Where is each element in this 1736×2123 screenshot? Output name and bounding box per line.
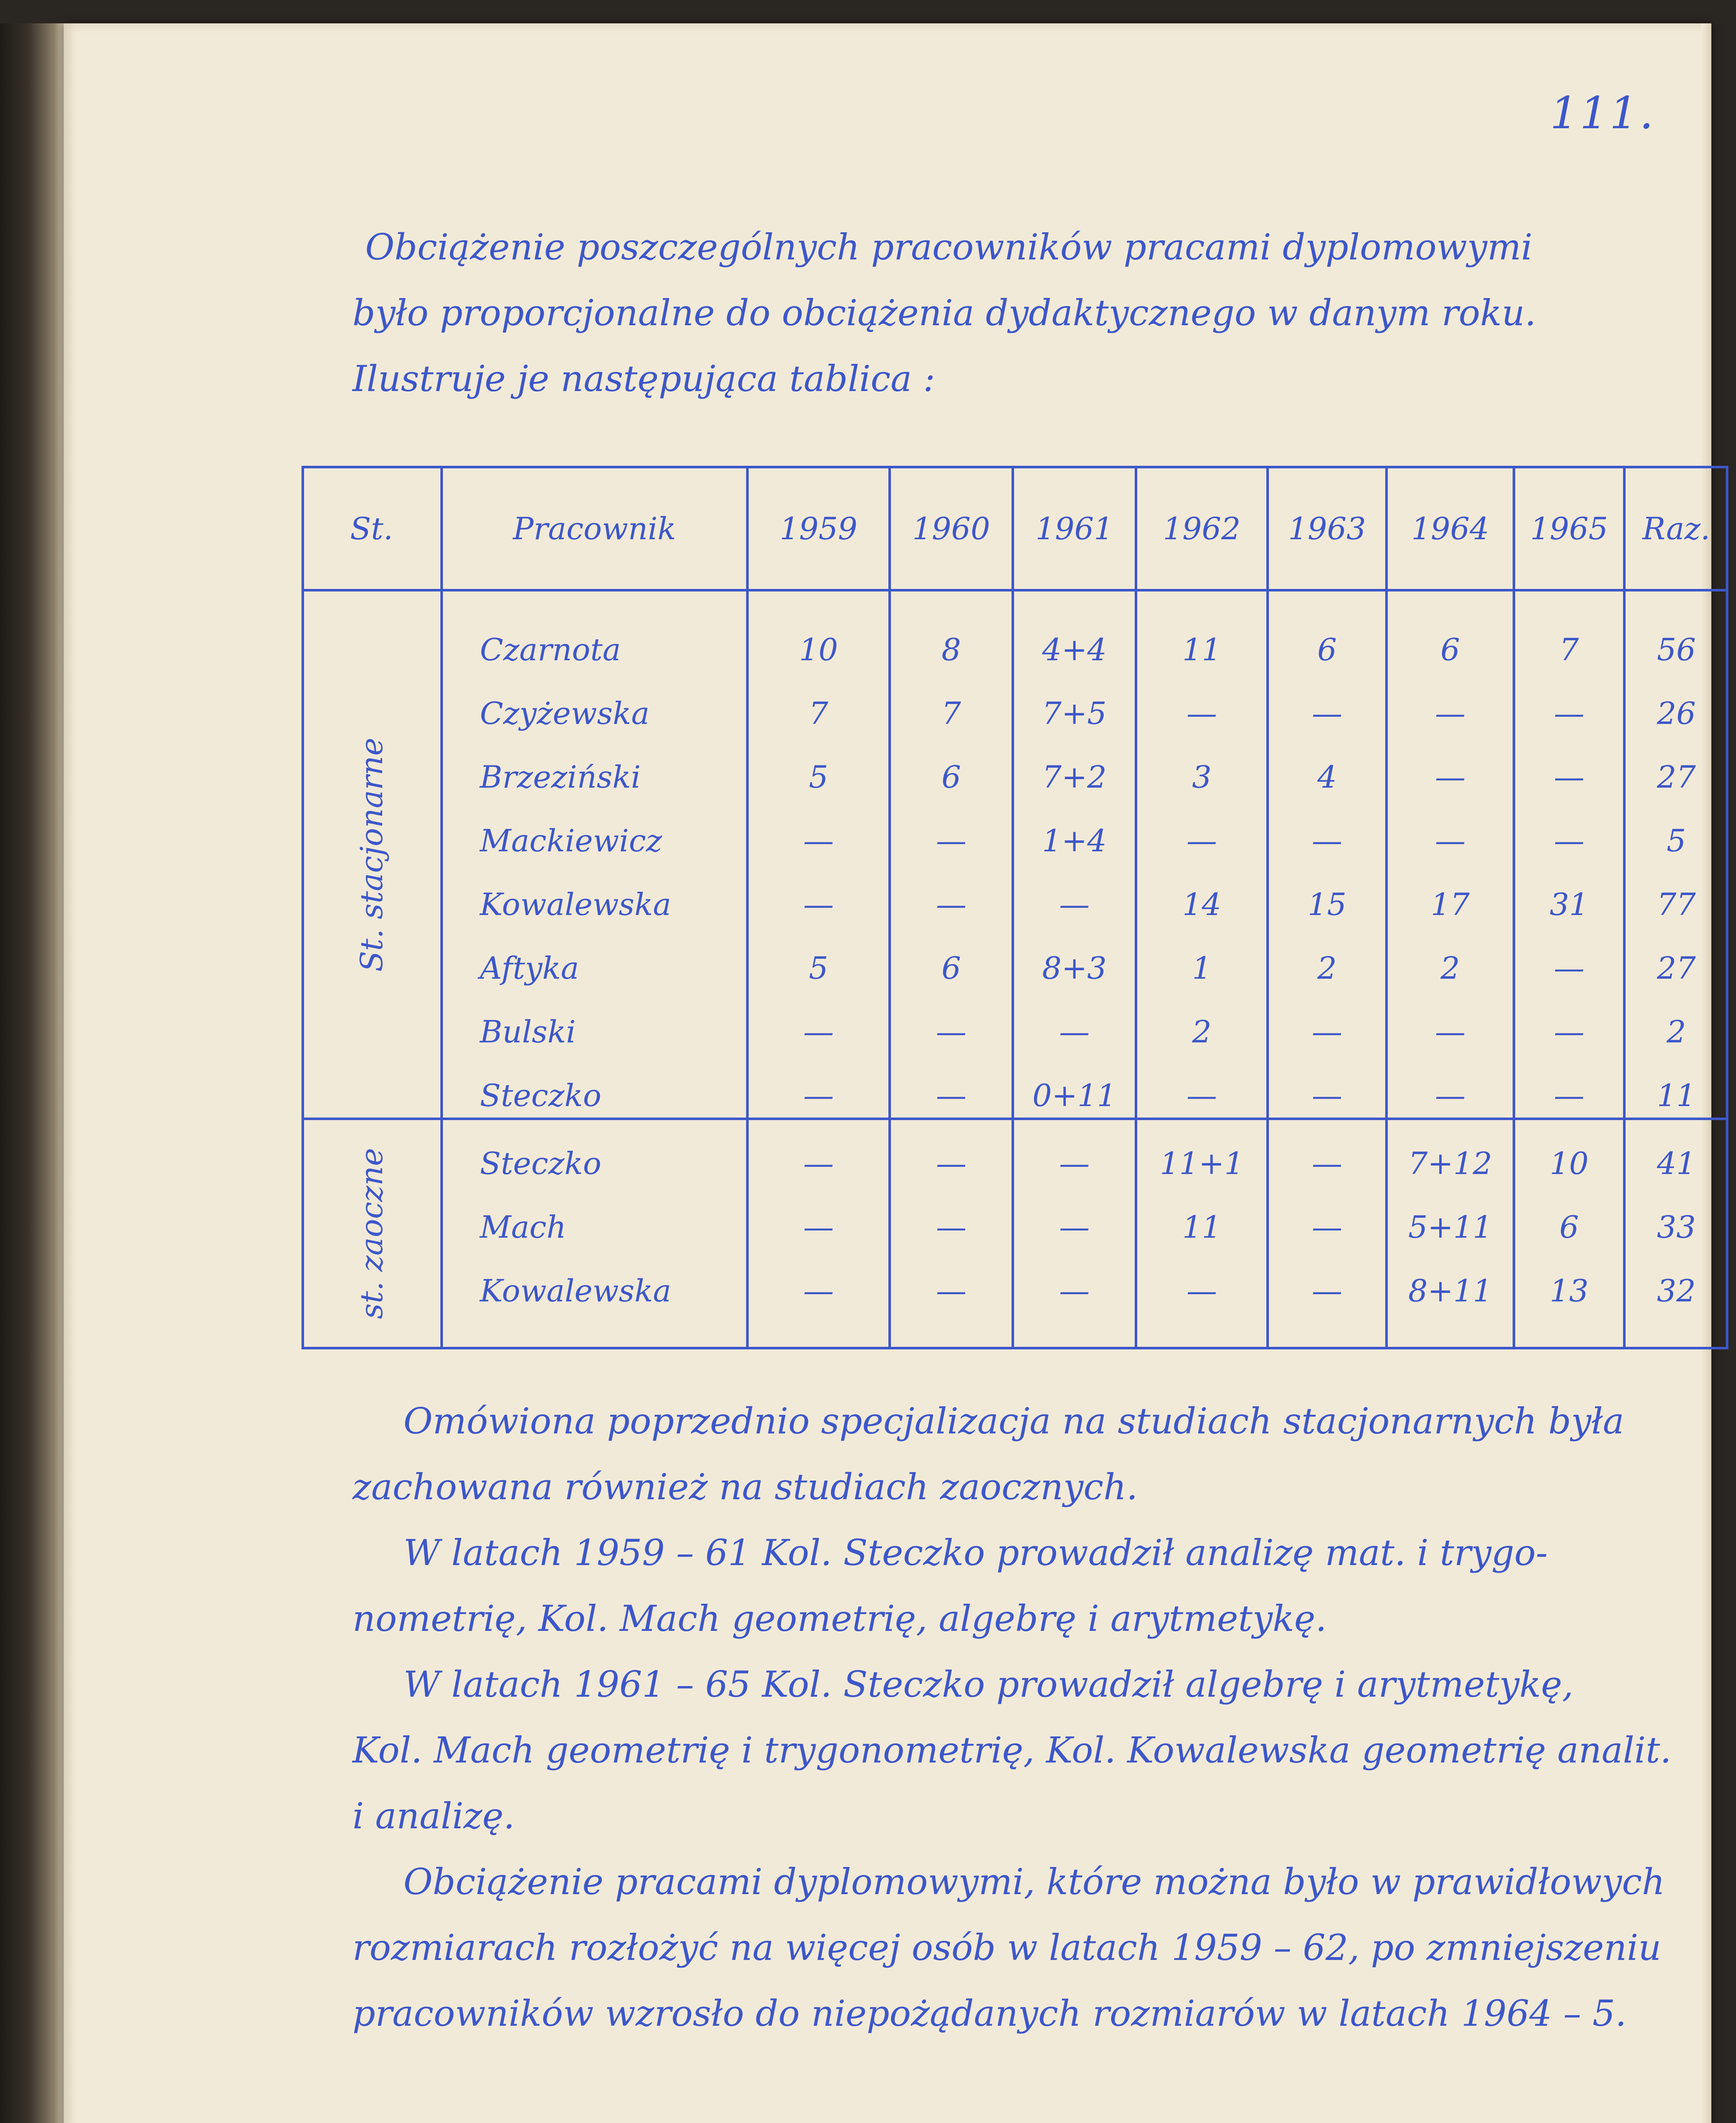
year-value-cell: — (1186, 695, 1217, 731)
year-value-cell: — (803, 823, 834, 859)
year-value-cell: — (936, 1014, 967, 1050)
year-value-cell: 4 (1317, 759, 1337, 795)
year-value-cell: 2 (1440, 950, 1460, 986)
table-header-cell: 1964 (1411, 511, 1489, 546)
table-header-cell: Raz. (1642, 511, 1711, 546)
year-value-cell: — (1186, 1273, 1217, 1309)
employee-name-cell: Mach (480, 1209, 566, 1245)
year-value-cell: 6 (941, 759, 961, 795)
year-value-cell: — (936, 1209, 967, 1245)
year-value-cell: 7 (809, 695, 829, 731)
year-value-cell: 8 (941, 632, 961, 667)
body-line: Kol. Mach geometrię i trygonometrię, Kol. Kowalewska geometrię analit. (352, 1729, 1671, 1771)
body-line: W latach 1959 – 61 Kol. Steczko prowadził analizę mat. i trygo- (403, 1532, 1548, 1574)
year-value-cell: — (1554, 1014, 1584, 1050)
year-value-cell: 6 (1317, 632, 1337, 667)
year-value-cell: 8+3 (1042, 950, 1107, 986)
year-value-cell: — (1186, 1078, 1217, 1113)
employee-name-cell: Aftyka (480, 950, 579, 986)
year-value-cell: — (1312, 1014, 1342, 1050)
table-header-cell: Pracownik (513, 511, 676, 546)
year-value-cell: — (803, 1146, 834, 1181)
body-line: zachowana również na studiach zaocznych. (352, 1466, 1138, 1508)
year-value-cell: — (1435, 1078, 1465, 1113)
body-text (352, 1388, 1728, 2047)
year-value-cell: 7 (1559, 632, 1579, 667)
year-value-cell: 31 (1550, 887, 1589, 922)
year-value-cell: 6 (1440, 632, 1460, 667)
year-value-cell: — (936, 1146, 967, 1181)
year-value-cell: 7 (941, 695, 961, 731)
year-value-cell: 10 (799, 632, 838, 667)
total-cell: 32 (1657, 1273, 1696, 1309)
table-header-cell: 1963 (1288, 511, 1366, 546)
year-value-cell: 6 (1559, 1209, 1579, 1245)
employee-name-cell: Brzeziński (480, 759, 641, 795)
year-value-cell: — (1312, 1078, 1342, 1113)
total-cell: 2 (1666, 1014, 1686, 1050)
body-paragraph (352, 1849, 1728, 2047)
year-value-cell: — (1059, 1014, 1090, 1050)
year-value-cell: 7+5 (1042, 695, 1107, 731)
year-value-cell: — (1312, 1209, 1342, 1245)
year-value-cell: — (1312, 695, 1342, 731)
employee-name-cell: Czarnota (480, 632, 621, 667)
book-binding (0, 23, 64, 2123)
year-value-cell: 0+11 (1032, 1078, 1116, 1113)
body-line: i analizę. (352, 1795, 515, 1837)
employee-name-cell: Kowalewska (480, 1273, 671, 1309)
employee-name-cell: Kowalewska (480, 887, 671, 922)
body-paragraph (352, 1520, 1728, 1652)
year-value-cell: — (1059, 887, 1090, 922)
year-value-cell: 6 (941, 950, 961, 986)
year-value-cell: — (936, 1273, 967, 1309)
employee-name-cell: Steczko (480, 1146, 602, 1181)
year-value-cell: — (1554, 759, 1584, 795)
employee-name-cell: Bulski (480, 1014, 576, 1050)
year-value-cell: — (1435, 823, 1465, 859)
year-value-cell: 5+11 (1408, 1209, 1492, 1245)
manuscript-page (64, 23, 1711, 2123)
year-value-cell: 2 (1192, 1014, 1212, 1050)
year-value-cell: 14 (1182, 887, 1221, 922)
body-paragraph (352, 1388, 1728, 1520)
year-value-cell: — (936, 823, 967, 859)
body-line: Obciążenie pracami dyplomowymi, które można było w prawidłowych (403, 1861, 1665, 1903)
year-value-cell: — (1435, 1014, 1465, 1050)
employee-name-cell: Steczko (480, 1078, 602, 1113)
year-value-cell: 8+11 (1408, 1273, 1492, 1309)
body-line: W latach 1961 – 65 Kol. Steczko prowadził algebrę i arytmetykę, (403, 1664, 1574, 1705)
group-label: St. stacjonarne (354, 737, 389, 972)
year-value-cell: 3 (1192, 759, 1212, 795)
intro-line: Ilustruje je następująca tablica : (352, 358, 936, 400)
year-value-cell: — (803, 887, 834, 922)
total-cell: 77 (1657, 887, 1696, 922)
year-value-cell: 7+2 (1042, 759, 1107, 795)
total-cell: 27 (1657, 950, 1696, 986)
year-value-cell: — (1059, 1209, 1090, 1245)
year-value-cell: — (1312, 823, 1342, 859)
total-cell: 26 (1657, 695, 1696, 731)
year-value-cell: — (1435, 695, 1465, 731)
body-paragraph (352, 1652, 1728, 1849)
total-cell: 5 (1666, 823, 1686, 859)
group-label: st. zaoczne (354, 1148, 389, 1319)
year-value-cell: — (1312, 1146, 1342, 1181)
year-value-cell: — (1059, 1273, 1090, 1309)
total-cell: 11 (1657, 1078, 1696, 1113)
year-value-cell: 1 (1192, 950, 1212, 986)
table-header-cell: 1960 (912, 511, 990, 546)
body-line: nometrię, Kol. Mach geometrię, algebrę i arytmetykę. (352, 1598, 1327, 1639)
employee-name-cell: Czyżewska (480, 695, 650, 731)
year-value-cell: — (803, 1078, 834, 1113)
year-value-cell: — (936, 887, 967, 922)
year-value-cell: — (936, 1078, 967, 1113)
year-value-cell: 13 (1550, 1273, 1589, 1309)
year-value-cell: 11 (1182, 632, 1221, 667)
year-value-cell: 2 (1317, 950, 1337, 986)
year-value-cell: — (803, 1014, 834, 1050)
employee-name-cell: Mackiewicz (480, 823, 662, 859)
total-cell: 56 (1657, 632, 1696, 667)
table-header-cell: 1965 (1530, 511, 1608, 546)
year-value-cell: — (803, 1209, 834, 1245)
year-value-cell: 1+4 (1042, 823, 1107, 859)
year-value-cell: 11+1 (1160, 1146, 1244, 1181)
year-value-cell: — (1186, 823, 1217, 859)
body-line: pracowników wzrosło do niepożądanych rozmiarów w latach 1964 – 5. (352, 1993, 1627, 2034)
year-value-cell: — (1554, 1078, 1584, 1113)
year-value-cell: 10 (1550, 1146, 1589, 1181)
year-value-cell: 7+12 (1408, 1146, 1492, 1181)
year-value-cell: — (1059, 1146, 1090, 1181)
year-value-cell: 15 (1308, 887, 1347, 922)
year-value-cell: — (1435, 759, 1465, 795)
body-line: Omówiona poprzednio specjalizacja na studiach stacjonarnych była (403, 1400, 1624, 1442)
body-line: rozmiarach rozłożyć na więcej osób w latach 1959 – 62, po zmniejszeniu (352, 1927, 1661, 1968)
total-cell: 41 (1657, 1146, 1696, 1181)
page-number: 111. (1550, 87, 1655, 139)
table-header-cell: 1959 (779, 511, 858, 546)
year-value-cell: — (803, 1273, 834, 1309)
year-value-cell: — (1554, 823, 1584, 859)
total-cell: 27 (1657, 759, 1696, 795)
table-header-cell: 1961 (1035, 511, 1113, 546)
intro-line: Obciążenie poszczególnych pracowników pracami dyplomowymi (365, 226, 1533, 268)
table-header-cell: 1962 (1163, 511, 1241, 546)
year-value-cell: — (1554, 950, 1584, 986)
intro-paragraph (352, 214, 1648, 412)
total-cell: 33 (1657, 1209, 1696, 1245)
year-value-cell: 5 (809, 759, 829, 795)
intro-line: było proporcjonalne do obciążenia dydaktycznego w danym roku. (352, 292, 1536, 334)
year-value-cell: — (1554, 695, 1584, 731)
workload-table (302, 463, 1728, 1352)
year-value-cell: 5 (809, 950, 829, 986)
year-value-cell: 4+4 (1042, 632, 1107, 667)
year-value-cell: — (1312, 1273, 1342, 1309)
year-value-cell: 11 (1182, 1209, 1221, 1245)
table-header-cell: St. (350, 511, 393, 546)
year-value-cell: 17 (1431, 887, 1470, 922)
